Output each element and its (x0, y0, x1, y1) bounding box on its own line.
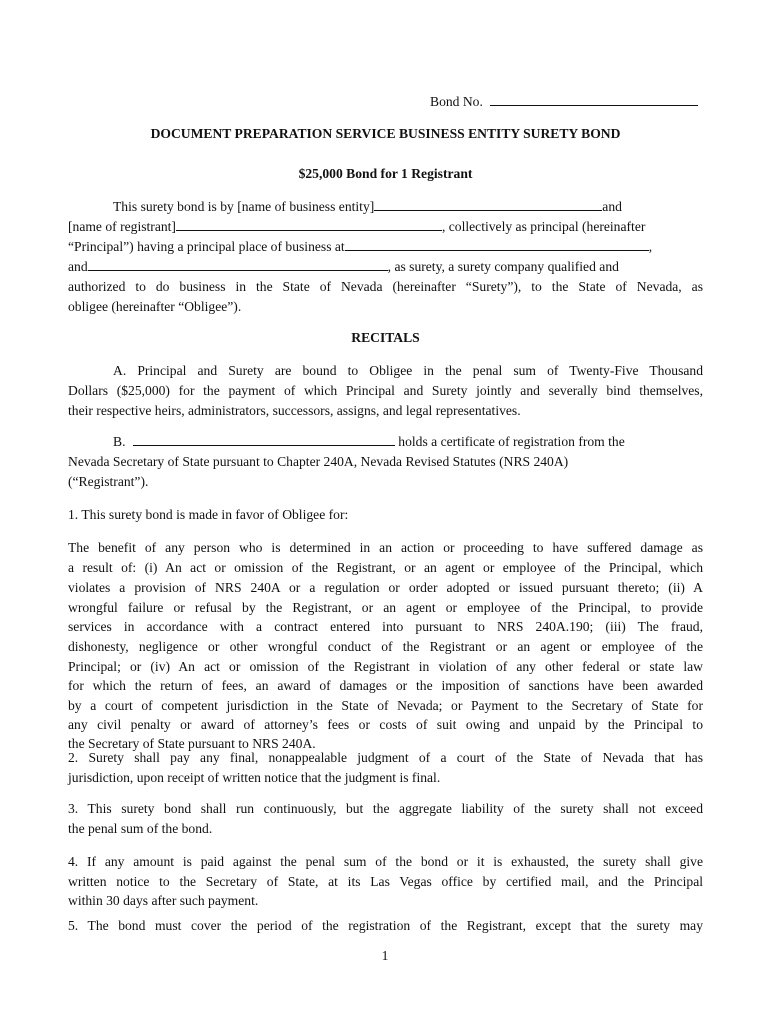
section-1-line: any civil penalty or award of attorney’s fees or costs of suit owing and unpaid by the Principal to (68, 717, 703, 732)
recital-b-registrant-blank[interactable] (133, 433, 395, 446)
recitals-heading: RECITALS (351, 330, 420, 345)
section-2-line-1: 2. Surety shall pay any final, nonappealable judgment of a court of the State of Nevada that has (68, 750, 703, 765)
recital-b-line-1 (113, 432, 703, 452)
bond-number-line (430, 92, 710, 112)
section-3-line-1: 3. This surety bond shall run continuously, but the aggregate liability of the surety shall not exceed (68, 801, 703, 816)
intro-line-3 (68, 237, 703, 257)
intro-text: This surety bond is by [name of business entity] (113, 199, 375, 214)
intro-line-2 (68, 217, 703, 237)
intro-text: “Principal”) having a principal place of business at (68, 239, 345, 254)
recital-b-line-3: (“Registrant”). (68, 474, 149, 489)
bond-number-label: Bond No. (430, 94, 483, 109)
recital-b-text: holds a certificate of registration from the (398, 434, 625, 449)
section-1-line: The benefit of any person who is determined in an action or proceeding to have suffered damage as (68, 540, 703, 555)
recital-a-line-2: Dollars ($25,000) for the payment of which Principal and Surety jointly and severally bind themselves, (68, 383, 703, 398)
section-1-line: the Secretary of State pursuant to NRS 240A. (68, 736, 316, 751)
section-3-line-2: the penal sum of the bond. (68, 821, 213, 836)
recital-b-label: B. (113, 434, 126, 449)
surety-name-blank[interactable] (88, 258, 388, 271)
section-5-line-1: 5. The bond must cover the period of the registration of the Registrant, except that the surety may (68, 918, 703, 933)
section-1-line: wrongful failure or refusal by the Registrant, or an agent or employee of the Principal, to provide (68, 600, 703, 615)
intro-text: and (602, 199, 622, 214)
section-4-line-2: written notice to the Secretary of State, at its Las Vegas office by certified mail, and the Principal (68, 874, 703, 889)
section-2-line-2: jurisdiction, upon receipt of written notice that the judgment is final. (68, 770, 441, 785)
section-1-line: by a court of competent jurisdiction in the State of Nevada; or Payment to the Secretary of State for (68, 698, 703, 713)
section-1-line: dishonesty, negligence or other wrongful conduct of the Registrant or an agent or employee of the (68, 639, 703, 654)
document-title: DOCUMENT PREPARATION SERVICE BUSINESS ENTITY SURETY BOND (150, 126, 621, 141)
document-subtitle: $25,000 Bond for 1 Registrant (298, 166, 473, 181)
intro-text: , as surety, a surety company qualified and (387, 259, 619, 274)
bond-number-blank[interactable] (490, 93, 698, 106)
recital-a-line-3: their respective heirs, administrators, successors, assigns, and legal representatives. (68, 403, 521, 418)
recital-b-line-2: Nevada Secretary of State pursuant to Chapter 240A, Nevada Revised Statutes (NRS 240A) (68, 454, 569, 469)
recital-a-line-1: A. Principal and Surety are bound to Obligee in the penal sum of Twenty-Five Thousand (113, 363, 703, 378)
section-1-line: a result of: (i) An act or omission of the Registrant, or an agent or employee of the Principal, which (68, 560, 703, 575)
intro-text: and (68, 259, 88, 274)
section-1-line: for which the return of fees, an award of damages or the imposition of sanctions have been awarded (68, 678, 703, 693)
business-entity-blank[interactable] (374, 198, 602, 211)
intro-text: [name of registrant] (68, 219, 176, 234)
intro-line-4 (68, 257, 703, 277)
intro-line-1 (113, 197, 703, 217)
intro-text: , (648, 239, 653, 254)
principal-address-blank[interactable] (345, 238, 649, 251)
intro-line-6: obligee (hereinafter “Obligee”). (68, 299, 242, 314)
section-1-line: services in accordance with a contract entered into pursuant to NRS 240A.190; (iii) The fraud, (68, 619, 703, 634)
section-1-heading: 1. This surety bond is made in favor of Obligee for: (68, 507, 349, 522)
registrant-name-blank[interactable] (176, 218, 442, 231)
page-number: 1 (381, 948, 389, 963)
intro-line-5: authorized to do business in the State of Nevada (hereinafter “Surety”), to the State of Nevada, as (68, 279, 703, 294)
section-1-line: Principal; or (iv) An act or omission of the Registrant in violation of any other federal or state law (68, 659, 703, 674)
section-4-line-3: within 30 days after such payment. (68, 893, 259, 908)
intro-text: , collectively as principal (hereinafter (441, 219, 646, 234)
section-4-line-1: 4. If any amount is paid against the penal sum of the bond or it is exhausted, the surety shall give (68, 854, 703, 869)
section-1-line: violates a provision of NRS 240A or a regulation or order adopted or issued pursuant thereto; (ii) A (68, 580, 703, 595)
